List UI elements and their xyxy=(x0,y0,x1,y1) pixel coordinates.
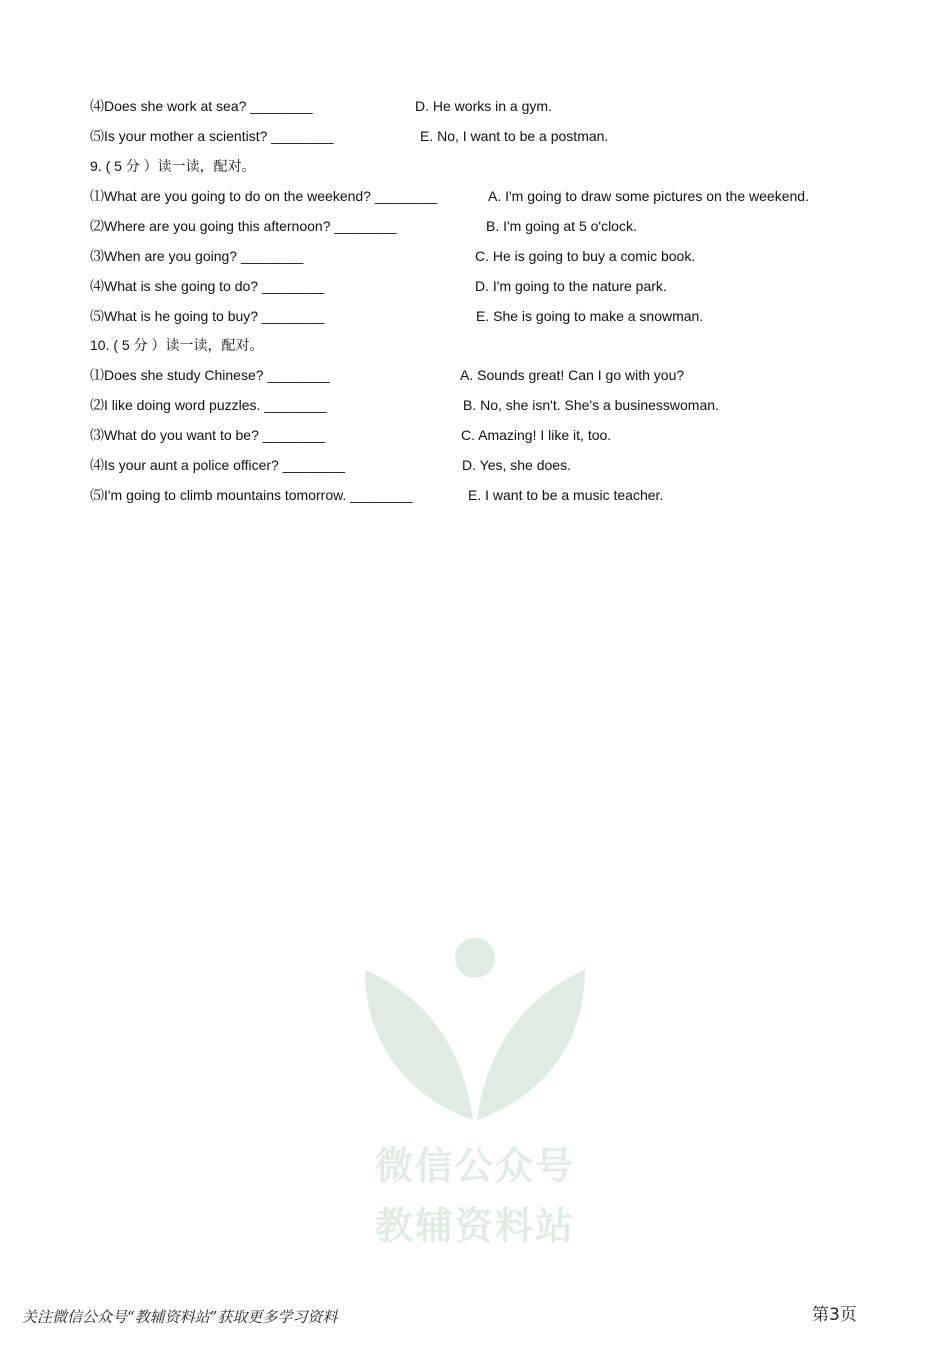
answer-option: A. I'm going to draw some pictures on the weekend. xyxy=(488,188,809,204)
answer-option: B. No, she isn't. She's a businesswoman. xyxy=(463,397,719,413)
question-text: ⑵I like doing word puzzles. ________ xyxy=(90,397,327,413)
answer-option: D. He works in a gym. xyxy=(415,98,552,114)
question-text: ⑶What do you want to be? ________ xyxy=(90,427,326,443)
page-number: 第3页 xyxy=(812,1305,857,1325)
answer-option: C. He is going to buy a comic book. xyxy=(475,248,696,264)
answer-option: E. I want to be a music teacher. xyxy=(468,487,664,503)
answer-option: C. Amazing! I like it, too. xyxy=(461,427,612,443)
leaf-logo-icon xyxy=(355,930,595,1130)
watermark xyxy=(355,930,595,1250)
question-text: ⑶When are you going? ________ xyxy=(90,248,304,264)
answer-option: D. I'm going to the nature park. xyxy=(475,278,667,294)
footer-note: 关注微信公众号“教辅资料站”获取更多学习资料 xyxy=(22,1308,338,1326)
answer-option: A. Sounds great! Can I go with you? xyxy=(460,367,685,383)
question-text: ⑷Is your aunt a police officer? ________ xyxy=(90,457,346,473)
question-text: ⑸What is he going to buy? ________ xyxy=(90,308,325,324)
answer-option: D. Yes, she does. xyxy=(462,457,571,473)
section-9-heading: 9. ( 5 分 ）读一读，配对。 xyxy=(90,158,256,174)
answer-option: E. No, I want to be a postman. xyxy=(420,128,609,144)
answer-option: E. She is going to make a snowman. xyxy=(476,308,704,324)
section-10-heading: 10. ( 5 分 ）读一读，配对。 xyxy=(90,337,264,353)
question-text: ⑷What is she going to do? ________ xyxy=(90,278,325,294)
watermark-line-1: 微信公众号 xyxy=(374,1144,575,1188)
question-text: ⑴What are you going to do on the weekend? ________ xyxy=(90,188,438,204)
question-text: ⑴Does she study Chinese? ________ xyxy=(90,367,330,383)
question-text: ⑸I'm going to climb mountains tomorrow. ________ xyxy=(90,487,413,503)
answer-option: B. I'm going at 5 o'clock. xyxy=(486,218,637,234)
question-text: ⑵Where are you going this afternoon? ________ xyxy=(90,218,397,234)
watermark-line-2: 教辅资料站 xyxy=(374,1204,575,1248)
question-text: ⑸Is your mother a scientist? ________ xyxy=(90,128,334,144)
question-text: ⑷Does she work at sea? ________ xyxy=(90,98,313,114)
